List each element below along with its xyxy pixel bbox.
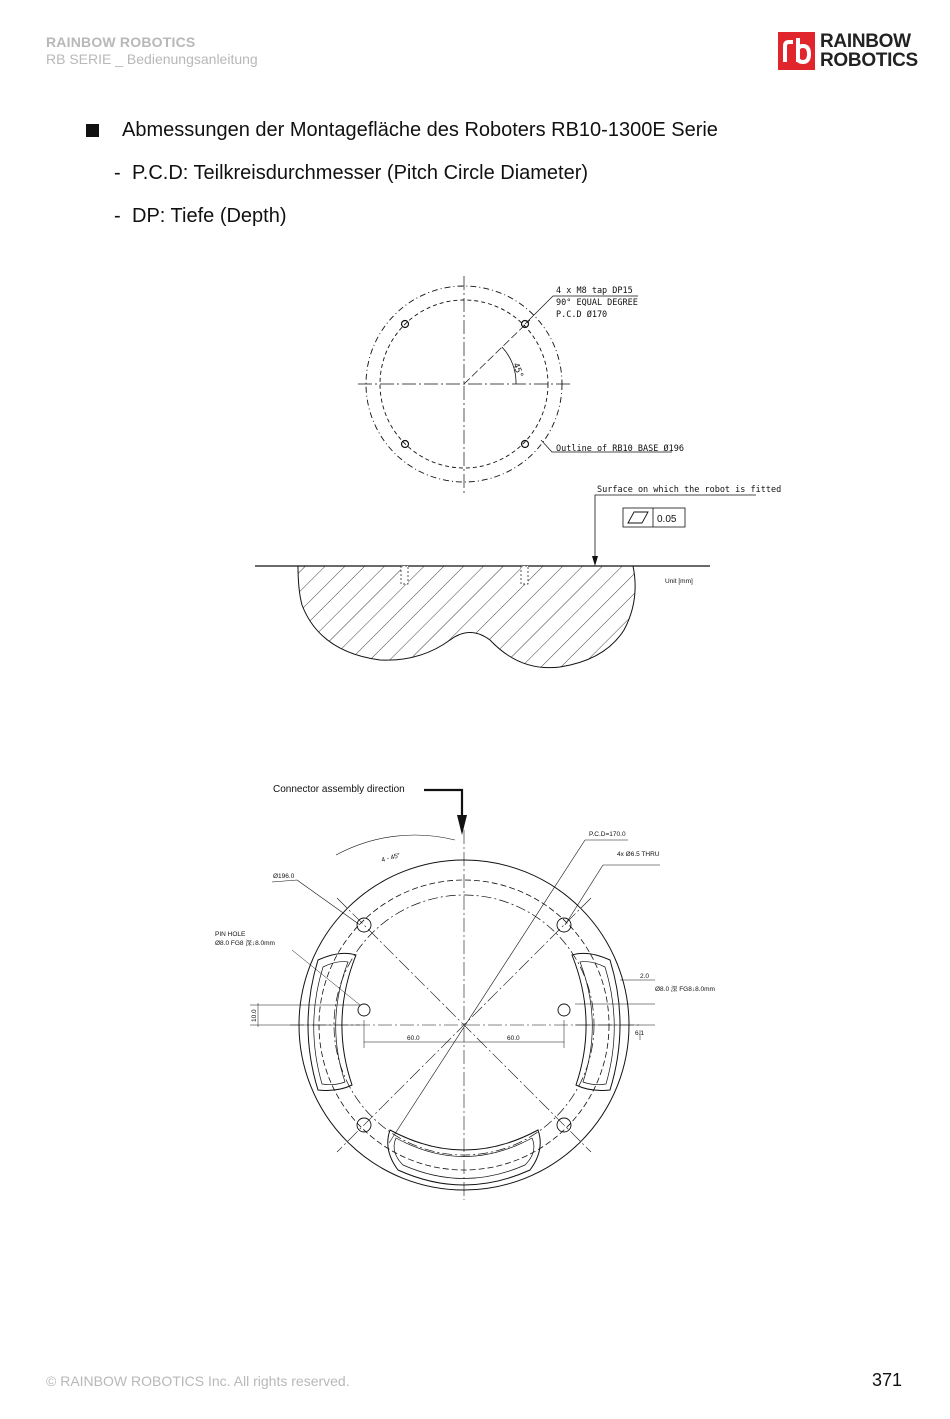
list-item-text: P.C.D: Teilkreisdurchmesser (Pitch Circle Diameter) [132, 162, 589, 184]
degree-note: 90° EQUAL DEGREE [556, 298, 638, 308]
pcd-note: P.C.D Ø170 [556, 310, 608, 320]
list-item-text: DP: Tiefe (Depth) [132, 205, 287, 227]
page-number: 371 [872, 1370, 903, 1390]
angle-4x-label: 4 - 45° [380, 852, 402, 864]
base-bottom-view [250, 790, 660, 1200]
dim-10-label: 10.0 [251, 1009, 258, 1022]
dim-60-right: 60.0 [507, 1035, 520, 1042]
tap-note: 4 x M8 tap DP15 [556, 286, 633, 296]
list-dash: - [114, 205, 121, 227]
flatness-value: 0.05 [657, 514, 677, 525]
unit-label: Unit [mm] [665, 578, 693, 585]
mounting-side-view [255, 495, 756, 680]
footer-copyright: © RAINBOW ROBOTICS Inc. All rights reserved. [46, 1373, 350, 1389]
diameter-label: Ø196.0 [273, 873, 295, 880]
dim-6-label: 6.1 [635, 1030, 645, 1037]
mounting-top-view [358, 276, 672, 496]
dim-60-left: 60.0 [407, 1035, 420, 1042]
header-subtitle: RB SERIE _ Bedienungsanleitung [46, 51, 258, 67]
connector-note: Connector assembly direction [273, 784, 405, 795]
thru-label: 4x Ø6.5 THRU [617, 851, 660, 858]
angle-label: 45° [510, 361, 525, 380]
list-dash: - [114, 162, 121, 184]
dim-2-label: 2.0 [640, 973, 650, 980]
surface-note: Surface on which the robot is fitted [597, 485, 782, 495]
heading-text: Abmessungen der Montagefläche des Roboters RB10-1300E Serie [122, 119, 718, 141]
logo-line2: ROBOTICS [820, 50, 918, 71]
pin-hole-title: PIN HOLE [215, 931, 246, 938]
pcd-label: P.C.D=170.0 [589, 831, 626, 838]
right-pin-spec: Ø8.0 深 FG8↓8.0mm [655, 986, 715, 993]
outline-note: Outline of RB10 BASE Ø196 [556, 444, 684, 454]
header-company: RAINBOW ROBOTICS [46, 34, 196, 50]
logo-line1: RAINBOW [820, 31, 911, 52]
pin-hole-spec: Ø8.0 FG8 深↓8.0mm [215, 940, 275, 947]
